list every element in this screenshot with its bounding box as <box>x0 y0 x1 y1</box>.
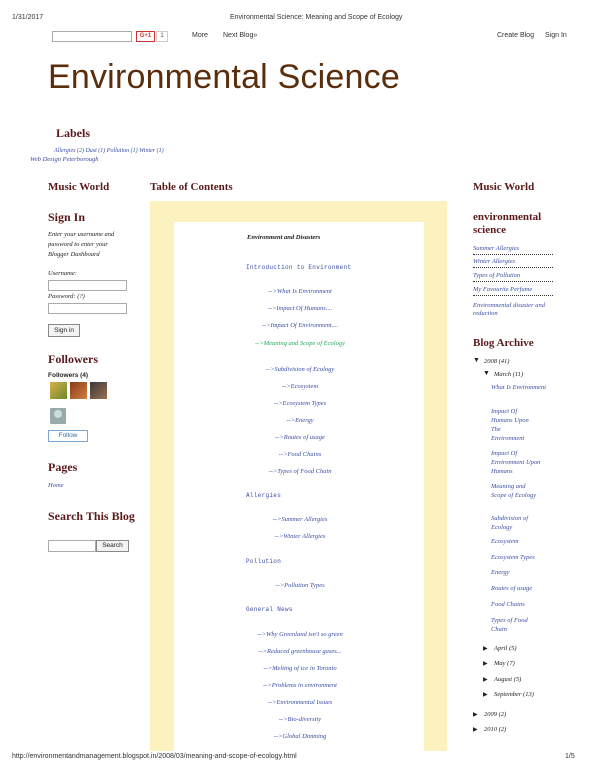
archive-post[interactable]: Ecosystem <box>491 538 519 545</box>
gplus-button[interactable]: G+1 <box>136 31 155 42</box>
archive-year-2009[interactable]: 2009 (2) <box>484 711 507 718</box>
label-link-winter[interactable]: Winter (1) <box>139 148 164 154</box>
env-science-heading: environmental science <box>473 211 542 236</box>
toc-link[interactable]: -->Summer Allergies <box>272 516 328 523</box>
expanded-triangle-icon[interactable]: ▼ <box>483 370 490 377</box>
followers-heading: Followers <box>48 352 98 366</box>
toc-section-pollution[interactable]: Pollution <box>246 558 282 565</box>
navbar-search-input[interactable] <box>52 31 132 42</box>
follow-button[interactable]: Follow <box>48 430 88 442</box>
followers-count: Followers (4) <box>48 372 89 379</box>
archive-post[interactable]: Subdivision of Ecology <box>491 515 529 531</box>
toc-link[interactable]: -->Food Chains <box>278 451 322 458</box>
toc-link[interactable]: -->Bio-diversity <box>278 716 322 723</box>
archive-post[interactable]: Impact Of Environment Upon Humans <box>491 450 541 475</box>
toc-link[interactable]: -->Pollution Types <box>275 582 325 589</box>
archive-month[interactable]: April (5) <box>494 645 517 652</box>
archive-post-current[interactable]: Meaning and Scope of Ecology <box>491 483 537 499</box>
archive-year-2008[interactable]: 2008 (41) <box>484 358 510 365</box>
follower-avatar[interactable] <box>70 382 87 399</box>
toc-link[interactable]: -->What Is Environment <box>268 288 332 295</box>
pages-heading: Pages <box>48 460 78 474</box>
page-link-home[interactable]: Home <box>48 482 64 489</box>
archive-post[interactable]: Routes of usage <box>491 585 533 592</box>
archive-post[interactable]: Ecosystem Types <box>491 554 535 561</box>
print-date: 1/31/2017 <box>12 14 44 21</box>
env-link-types-of-pollution[interactable]: Types of Pollution <box>473 272 553 282</box>
env-link-favourite-perfume[interactable]: My Favourite Perfume <box>473 286 553 296</box>
archive-month[interactable]: August (5) <box>494 676 522 683</box>
env-link-summer-allergies[interactable]: Summer Allergies <box>473 245 553 255</box>
toc-link[interactable]: -->Problems in environment <box>263 682 337 689</box>
print-url: http://environmentandmanagement.blogspot.in/2008/03/meaning-and-scope-of-ecology.html <box>12 753 297 760</box>
collapsed-triangle-icon[interactable]: ▶ <box>473 712 478 718</box>
expanded-triangle-icon[interactable]: ▼ <box>473 357 480 364</box>
labels-heading: Labels <box>56 126 91 140</box>
collapsed-triangle-icon[interactable]: ▶ <box>483 677 488 683</box>
print-title: Environmental Science: Meaning and Scope of Ecology <box>230 14 403 21</box>
collapsed-triangle-icon[interactable]: ▶ <box>483 661 488 667</box>
collapsed-triangle-icon[interactable]: ▶ <box>473 727 478 733</box>
sign-in-prompt: Enter your username and password to enter your Blogger Dashboard <box>48 231 115 258</box>
username-label: Username: <box>48 270 77 277</box>
archive-post[interactable]: Energy <box>491 569 510 576</box>
toc-link[interactable]: -->Impact Of Humans.... <box>267 305 333 312</box>
labels-list <box>54 148 164 154</box>
label-link-allergies[interactable]: Allergies (2) <box>54 148 84 154</box>
search-blog-heading: Search This Blog <box>48 509 135 523</box>
follower-avatar[interactable] <box>50 382 67 399</box>
blog-search-input[interactable] <box>48 540 96 552</box>
default-avatar-icon <box>54 410 62 418</box>
left-music-world-heading: Music World <box>48 181 110 193</box>
env-link-winter-allergies[interactable]: Winter Allergies <box>473 258 553 268</box>
web-design-link[interactable]: Web Design Peterborough <box>30 156 99 163</box>
blog-archive-heading: Blog Archive <box>473 337 534 349</box>
print-page-number: 1/5 <box>565 753 575 760</box>
toc-link[interactable]: -->Why Greenland isn't so green <box>257 631 343 638</box>
blog-search-button[interactable]: Search <box>96 540 129 552</box>
create-blog-link[interactable]: Create Blog <box>497 32 534 39</box>
toc-link[interactable]: -->Routes of usage <box>275 434 325 441</box>
follower-avatar[interactable] <box>90 382 107 399</box>
password-input[interactable] <box>48 303 127 314</box>
collapsed-triangle-icon[interactable]: ▶ <box>483 646 488 652</box>
username-input[interactable] <box>48 280 127 291</box>
env-link-disaster-reduction[interactable]: Environmental disaster and reduction <box>473 302 545 317</box>
gplus-count: 1 <box>156 31 168 42</box>
next-blog-link[interactable]: Next Blog» <box>223 32 258 39</box>
sign-in-heading: Sign In <box>48 210 86 224</box>
toc-link[interactable]: -->Winter Allergies <box>274 533 326 540</box>
toc-heading: Table of Contents <box>150 181 233 193</box>
toc-link[interactable]: -->Reduced greenhouse gases... <box>258 648 342 655</box>
right-music-world-heading: Music World <box>473 181 535 193</box>
label-link-pollution[interactable]: Pollution (1) <box>106 148 138 154</box>
toc-link-current[interactable]: -->Meaning and Scope of Ecology <box>255 340 345 347</box>
collapsed-triangle-icon[interactable]: ▶ <box>483 692 488 698</box>
toc-link[interactable]: -->Ecosystem Types <box>273 400 327 407</box>
toc-title: Environment and Disasters <box>247 234 321 241</box>
archive-post[interactable]: Types of Food Chain <box>491 617 528 633</box>
toc-link[interactable]: -->Energy <box>286 417 314 424</box>
archive-post[interactable]: Impact Of Humans Upon The Environment <box>491 408 529 442</box>
toc-link[interactable]: -->Melting of ice in Toronto <box>263 665 337 672</box>
more-link[interactable]: More <box>192 32 208 39</box>
archive-month[interactable]: September (13) <box>494 691 534 698</box>
toc-link[interactable]: -->Global Dimming <box>273 733 327 740</box>
toc-link[interactable]: -->Environmental Issues <box>267 699 333 706</box>
archive-post[interactable]: What Is Environment <box>491 384 546 391</box>
label-link-dust[interactable]: Dust (1) <box>85 148 106 154</box>
toc-link[interactable]: -->Ecosystem <box>281 383 319 390</box>
toc-section-introduction[interactable]: Introduction to Environment <box>246 264 352 271</box>
follower-avatar[interactable] <box>50 408 66 424</box>
sign-in-button[interactable]: Sign in <box>48 324 80 337</box>
toc-section-allergies[interactable]: Allergies <box>246 492 282 499</box>
blog-title[interactable]: Environmental Science <box>48 58 400 96</box>
toc-section-general-news[interactable]: General News <box>246 606 293 613</box>
archive-year-2010[interactable]: 2010 (2) <box>484 726 507 733</box>
toc-link[interactable]: -->Subdivision of Ecology <box>265 366 335 373</box>
archive-month-march[interactable]: March (11) <box>494 371 524 378</box>
password-label: Password: (?) <box>48 293 85 300</box>
toc-link[interactable]: -->Types of Food Chain <box>268 468 332 475</box>
archive-month[interactable]: May (7) <box>494 660 515 667</box>
sign-in-link[interactable]: Sign In <box>545 32 567 39</box>
toc-link[interactable]: -->Impact Of Environment.... <box>261 322 339 329</box>
archive-post[interactable]: Food Chains <box>491 601 525 608</box>
